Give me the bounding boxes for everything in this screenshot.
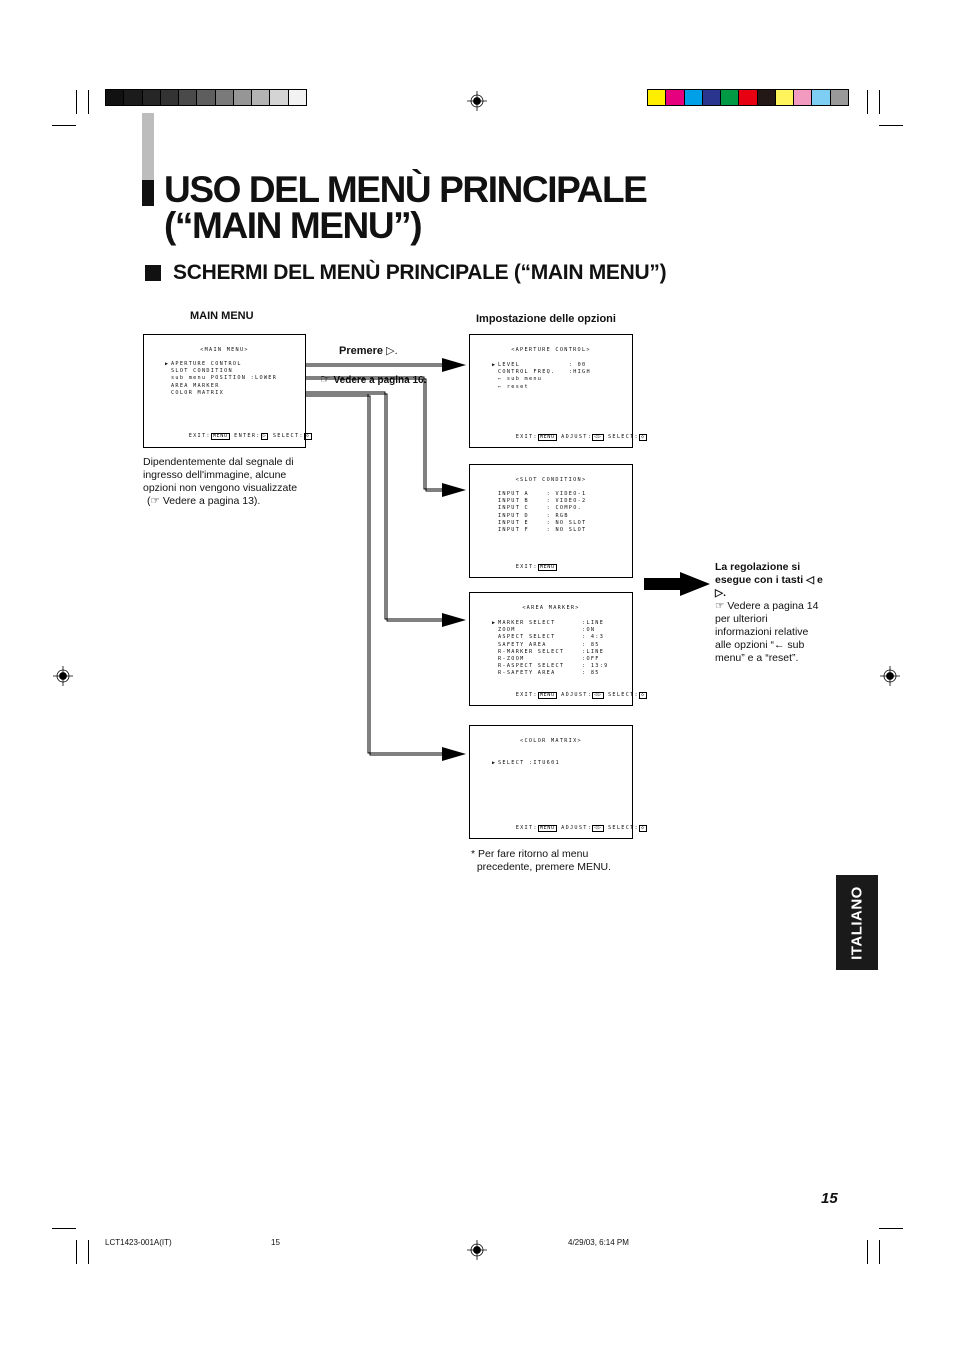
section-subtitle: SCHERMI DEL MENÙ PRINCIPALE (“MAIN MENU”)	[173, 261, 667, 284]
area-marker-screen	[469, 592, 645, 706]
menu-key: MENU	[539, 692, 555, 699]
note-right: La regolazione si esegue con i tasti ◁ e ▷. ☞ Vedere a pagina 14 per ulteriori informazioni relative alle opzioni “← sub menu” e a “reset”.	[715, 561, 823, 664]
setting-level[interactable]: LEVEL : 00	[498, 362, 587, 368]
slot-row: INPUT D : RGB	[498, 512, 569, 519]
menu-item-slot-condition[interactable]: SLOT CONDITION	[171, 368, 233, 375]
see-page-16: ☞ Vedere a pagina 16.	[320, 372, 427, 386]
press-text: Premere	[339, 345, 384, 357]
options-label: Impostazione delle opzioni	[476, 313, 616, 325]
screen-footer: EXIT: MENU ADJUST: ◁▷ SELECT: ◇	[515, 434, 645, 441]
adjust-keys: ◁▷	[594, 434, 602, 441]
select-key: ◇	[640, 825, 645, 832]
setting-control-freq[interactable]: CONTROL FREQ. :HIGH	[498, 369, 591, 376]
screen-footer: EXIT: MENU ADJUST: ◁▷ SELECT: ◇	[515, 825, 645, 832]
screen-footer: EXIT: MENU ENTER: ▷ SELECT: ◇	[188, 433, 310, 440]
setting-r-safety-area[interactable]: R-SAFETY AREA : 85	[498, 670, 600, 677]
right-key-glyph: ▷.	[386, 345, 398, 357]
screen-header: <MAIN MENU>	[200, 347, 249, 353]
menu-key: MENU	[212, 433, 228, 440]
screen-header: <COLOR MATRIX>	[520, 738, 582, 744]
setting-r-zoom[interactable]: R-ZOOM :OFF	[498, 656, 600, 663]
adjust-keys: ◁▷	[594, 692, 602, 699]
page-title: USO DEL MENÙ PRINCIPALE (“MAIN MENU”)	[164, 169, 647, 246]
setting-marker-select[interactable]: MARKER SELECT :LINE	[498, 620, 605, 626]
select-key: ◇	[640, 434, 645, 441]
menu-item-submenu-position[interactable]: sub menu POSITION :LOWER	[171, 375, 278, 382]
setting-r-aspect-select[interactable]: R-ASPECT SELECT : 13:9	[498, 663, 609, 670]
slot-row: INPUT C : COMPO.	[498, 505, 583, 512]
menu-item-area-marker[interactable]: AREA MARKER	[171, 382, 220, 389]
menu-item-aperture-control[interactable]: APERTURE CONTROL	[171, 361, 242, 367]
footer-page: 15	[271, 1238, 280, 1247]
note-left: Dipendentemente dal segnale di ingresso dell'immagine, alcune opzioni non vengono visualizzate (☞ Vedere a pagina 13).	[143, 456, 298, 507]
slot-row: INPUT B : VIDEO-2	[498, 498, 587, 505]
menu-key: MENU	[539, 825, 555, 832]
setting-r-marker-select[interactable]: R-MARKER SELECT :LINE	[498, 648, 605, 655]
slot-row: INPUT A : VIDEO-1	[498, 491, 587, 497]
pointing-hand-icon: ☞	[715, 600, 725, 612]
screen-header: <AREA MARKER>	[522, 605, 580, 611]
cursor-icon: ▶	[492, 362, 497, 368]
page-number: 15	[821, 1190, 838, 1207]
setting-reset[interactable]: ← reset	[498, 383, 529, 390]
slot-condition-screen	[469, 464, 633, 578]
cursor-icon: ▶	[492, 620, 497, 626]
pointing-hand-icon: ☞	[320, 372, 331, 386]
adjust-keys: ◁▷	[594, 825, 602, 832]
main-menu-label: MAIN MENU	[190, 310, 254, 322]
color-matrix-screen	[469, 725, 645, 839]
slot-row: INPUT F : NO SLOT	[498, 527, 587, 534]
cursor-icon: ▶	[492, 760, 497, 766]
cursor-icon: ▶	[165, 361, 170, 367]
select-key: ◇	[305, 433, 310, 440]
language-tab: ITALIANO	[836, 875, 878, 970]
setting-safety-area[interactable]: SAFETY AREA : 85	[498, 641, 600, 648]
screen-footer: EXIT: MENU ADJUST: ◁▷ SELECT: ◇	[515, 692, 645, 699]
enter-key: ▷	[262, 433, 267, 440]
screen-header: <SLOT CONDITION>	[515, 477, 587, 483]
main-menu-screen	[143, 334, 310, 448]
footer-code: LCT1423-001A(IT)	[105, 1238, 172, 1247]
menu-key: MENU	[539, 564, 555, 571]
pointing-hand-icon: ☞	[150, 495, 160, 507]
aperture-control-screen	[469, 334, 645, 448]
setting-select[interactable]: SELECT :ITU601	[498, 760, 560, 766]
footer-date: 4/29/03, 6:14 PM	[568, 1238, 629, 1247]
menu-item-color-matrix[interactable]: COLOR MATRIX	[171, 389, 225, 396]
menu-key: MENU	[539, 434, 555, 441]
screen-footer: EXIT: MENU	[515, 564, 555, 571]
setting-zoom[interactable]: ZOOM :ON	[498, 627, 596, 634]
setting-sub-menu[interactable]: ← sub menu	[498, 376, 543, 383]
screen-header: <APERTURE CONTROL>	[511, 347, 591, 353]
select-key: ◇	[640, 692, 645, 699]
slot-row: INPUT E : NO SLOT	[498, 519, 587, 526]
note-bottom: * Per fare ritorno al menu precedente, premere MENU.	[471, 848, 612, 873]
arrow-keys: ◁ e ▷.	[715, 574, 823, 599]
setting-aspect-select[interactable]: ASPECT SELECT : 4:3	[498, 634, 605, 641]
